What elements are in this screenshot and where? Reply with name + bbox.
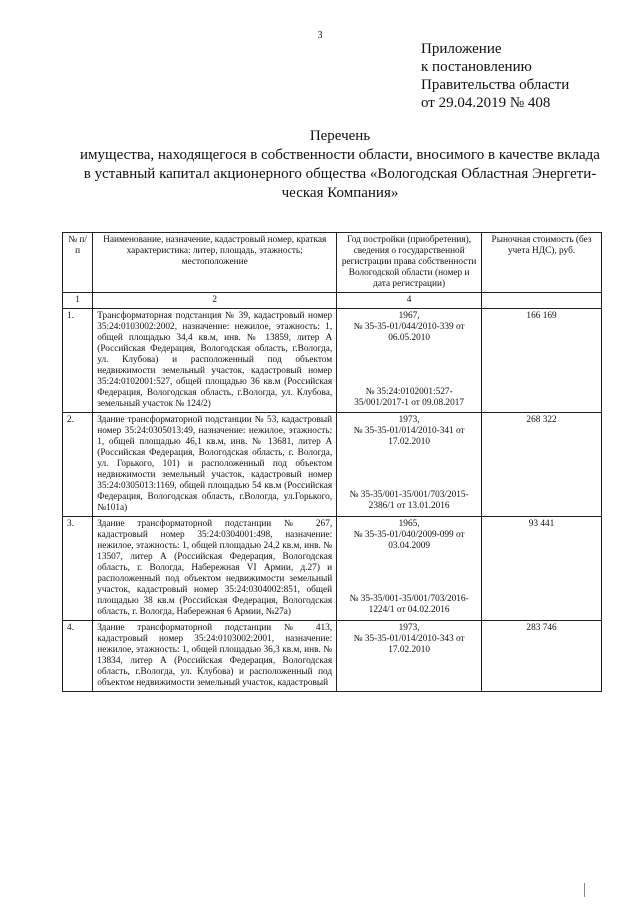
registration-record: № 35-35-01/044/2010-339 от 06.05.2010 <box>353 322 465 343</box>
title-line: Перечень <box>309 128 371 144</box>
table-header-row <box>63 233 602 293</box>
property-description <box>93 621 337 692</box>
property-description: Трансформаторная подстанция № 39, кадастровый номер 35:24:0103002:2002, назначение: нежилое, этажность: 1, общей площадью 34,4 кв.м, инв. № 13859, литер А (Российская Федерация, Вологодская область, г.Вологда, ул. Клубова) и расположенный под объектом недвижимости земельный участок, кадастровый номер 35:24:0102001:527, общей площадью 36 кв.м (Российская Федерация, Вологодская область, г.Вологда, ул. Клубова, земельный участок № 124/2) <box>93 309 337 413</box>
appendix-line: к постановлению <box>421 59 532 75</box>
page-number: 3 <box>317 30 323 41</box>
property-table <box>62 232 602 692</box>
index-cell: 4 <box>337 293 482 309</box>
market-value: 268 322 <box>482 413 602 517</box>
header-price: Рыночная стоимость (без учета НДС), руб. <box>482 233 602 293</box>
land-registration-record: № 35:24:0102001:527-35/001/2017-1 от 09.08.2017 <box>354 387 465 408</box>
document-title <box>40 127 640 203</box>
appendix-line: от 29.04.2019 № 408 <box>421 95 551 111</box>
index-cell <box>482 293 602 309</box>
index-cell: 1 <box>63 293 93 309</box>
registration-record: № 35-35-01/014/2010-341 от 17.02.2010 <box>353 426 465 447</box>
property-description: Здание трансформаторной подстанции № 267, кадастровый номер 35:24:0304001:498, назначение: нежилое, этажность: 1, общей площадью 24,2 кв.м, инв. № 13507, литер А (Российская Федерация, Вологодская область, г. Вологда, Набережная VI Армии, д.27) и расположенный под объектом недвижимости земельный участок, кадастровый номер 35:24:0304002:851, общей площадью 38 кв.м (Российская Федерация, Вологодская область, г. Вологда, Набережная 6 Армии, №27а) <box>93 517 337 621</box>
title-line: имущества, находящегося в собственности области, вносимого в качестве вклада <box>80 147 600 163</box>
appendix-line: Правительства области <box>421 77 570 93</box>
build-year: 1973, <box>398 623 420 633</box>
build-year: 1973, <box>398 415 420 425</box>
registration-info <box>337 621 482 692</box>
registration-info <box>337 413 482 517</box>
table-row <box>63 309 602 413</box>
property-description-text: Здание трансформаторной подстанции № 413, кадастровый номер 35:24:0103002:2001, назначение: нежилое, этажность: 1, общей площадью 36,3 кв.м, инв. № 13834, литер А (Российская Федерация, Вологодская область, г.Вологда, ул. Клубова) и расположенный под объектом недвижимости земельный участок, кадастровый <box>97 623 333 688</box>
title-line: в уставный капитал акционерного общества «Вологодская Областная Энергети- <box>83 166 597 182</box>
column-index-row <box>63 293 602 309</box>
land-registration-record: № 35-35/001-35/001/703/2015-2386/1 от 13.01.2016 <box>349 490 469 511</box>
header-registration: Год постройки (приобретения), сведения о государственной регистрации права собственности Вологодской области (номер и дата регистрации) <box>337 233 482 293</box>
table-row <box>63 413 602 517</box>
appendix-block <box>421 40 569 112</box>
build-year: 1967, <box>398 311 420 321</box>
scan-mark <box>584 883 585 897</box>
registration-record: № 35-35-01/014/2010-343 от 17.02.2010 <box>353 634 465 655</box>
registration-info <box>337 517 482 621</box>
registration-info <box>337 309 482 413</box>
market-value: 283 746 <box>482 621 602 692</box>
row-number: 2. <box>63 413 93 517</box>
table-row <box>63 517 602 621</box>
property-description: Здание трансформаторной подстанции № 53, кадастровый номер 35:24:0305013:49, назначение: нежилое, этажность: 1, общей площадью 46,1 кв.м, инв. № 13681, литер А (Российская Федерация, Вологодская область, г. Вологда, ул. Горького, 101) и расположенный под объектом недвижимости земельный участок, кадастровый номер 35:24:0305013:1169, общей площадью 54 кв.м (Российская Федерация, Вологодская область, г.Вологда, ул.Горького, №101а) <box>93 413 337 517</box>
table-row <box>63 621 602 692</box>
row-number: 4. <box>63 621 93 692</box>
row-number: 1. <box>63 309 93 413</box>
header-name: Наименование, назначение, кадастровый номер, краткая характеристика: литер, площадь, этажность; местоположение <box>93 233 337 293</box>
market-value: 166 169 <box>482 309 602 413</box>
row-number: 3. <box>63 517 93 621</box>
index-cell: 2 <box>93 293 337 309</box>
header-num: № п/п <box>63 233 93 293</box>
appendix-line: Приложение <box>421 41 502 57</box>
land-registration-record: № 35-35/001-35/001/703/2016-1224/1 от 04.02.2016 <box>349 594 469 615</box>
market-value: 93 441 <box>482 517 602 621</box>
title-line: ческая Компания» <box>281 185 399 201</box>
registration-record: № 35-35-01/040/2009-099 от 03.04.2009 <box>353 530 465 551</box>
build-year: 1965, <box>398 519 420 529</box>
